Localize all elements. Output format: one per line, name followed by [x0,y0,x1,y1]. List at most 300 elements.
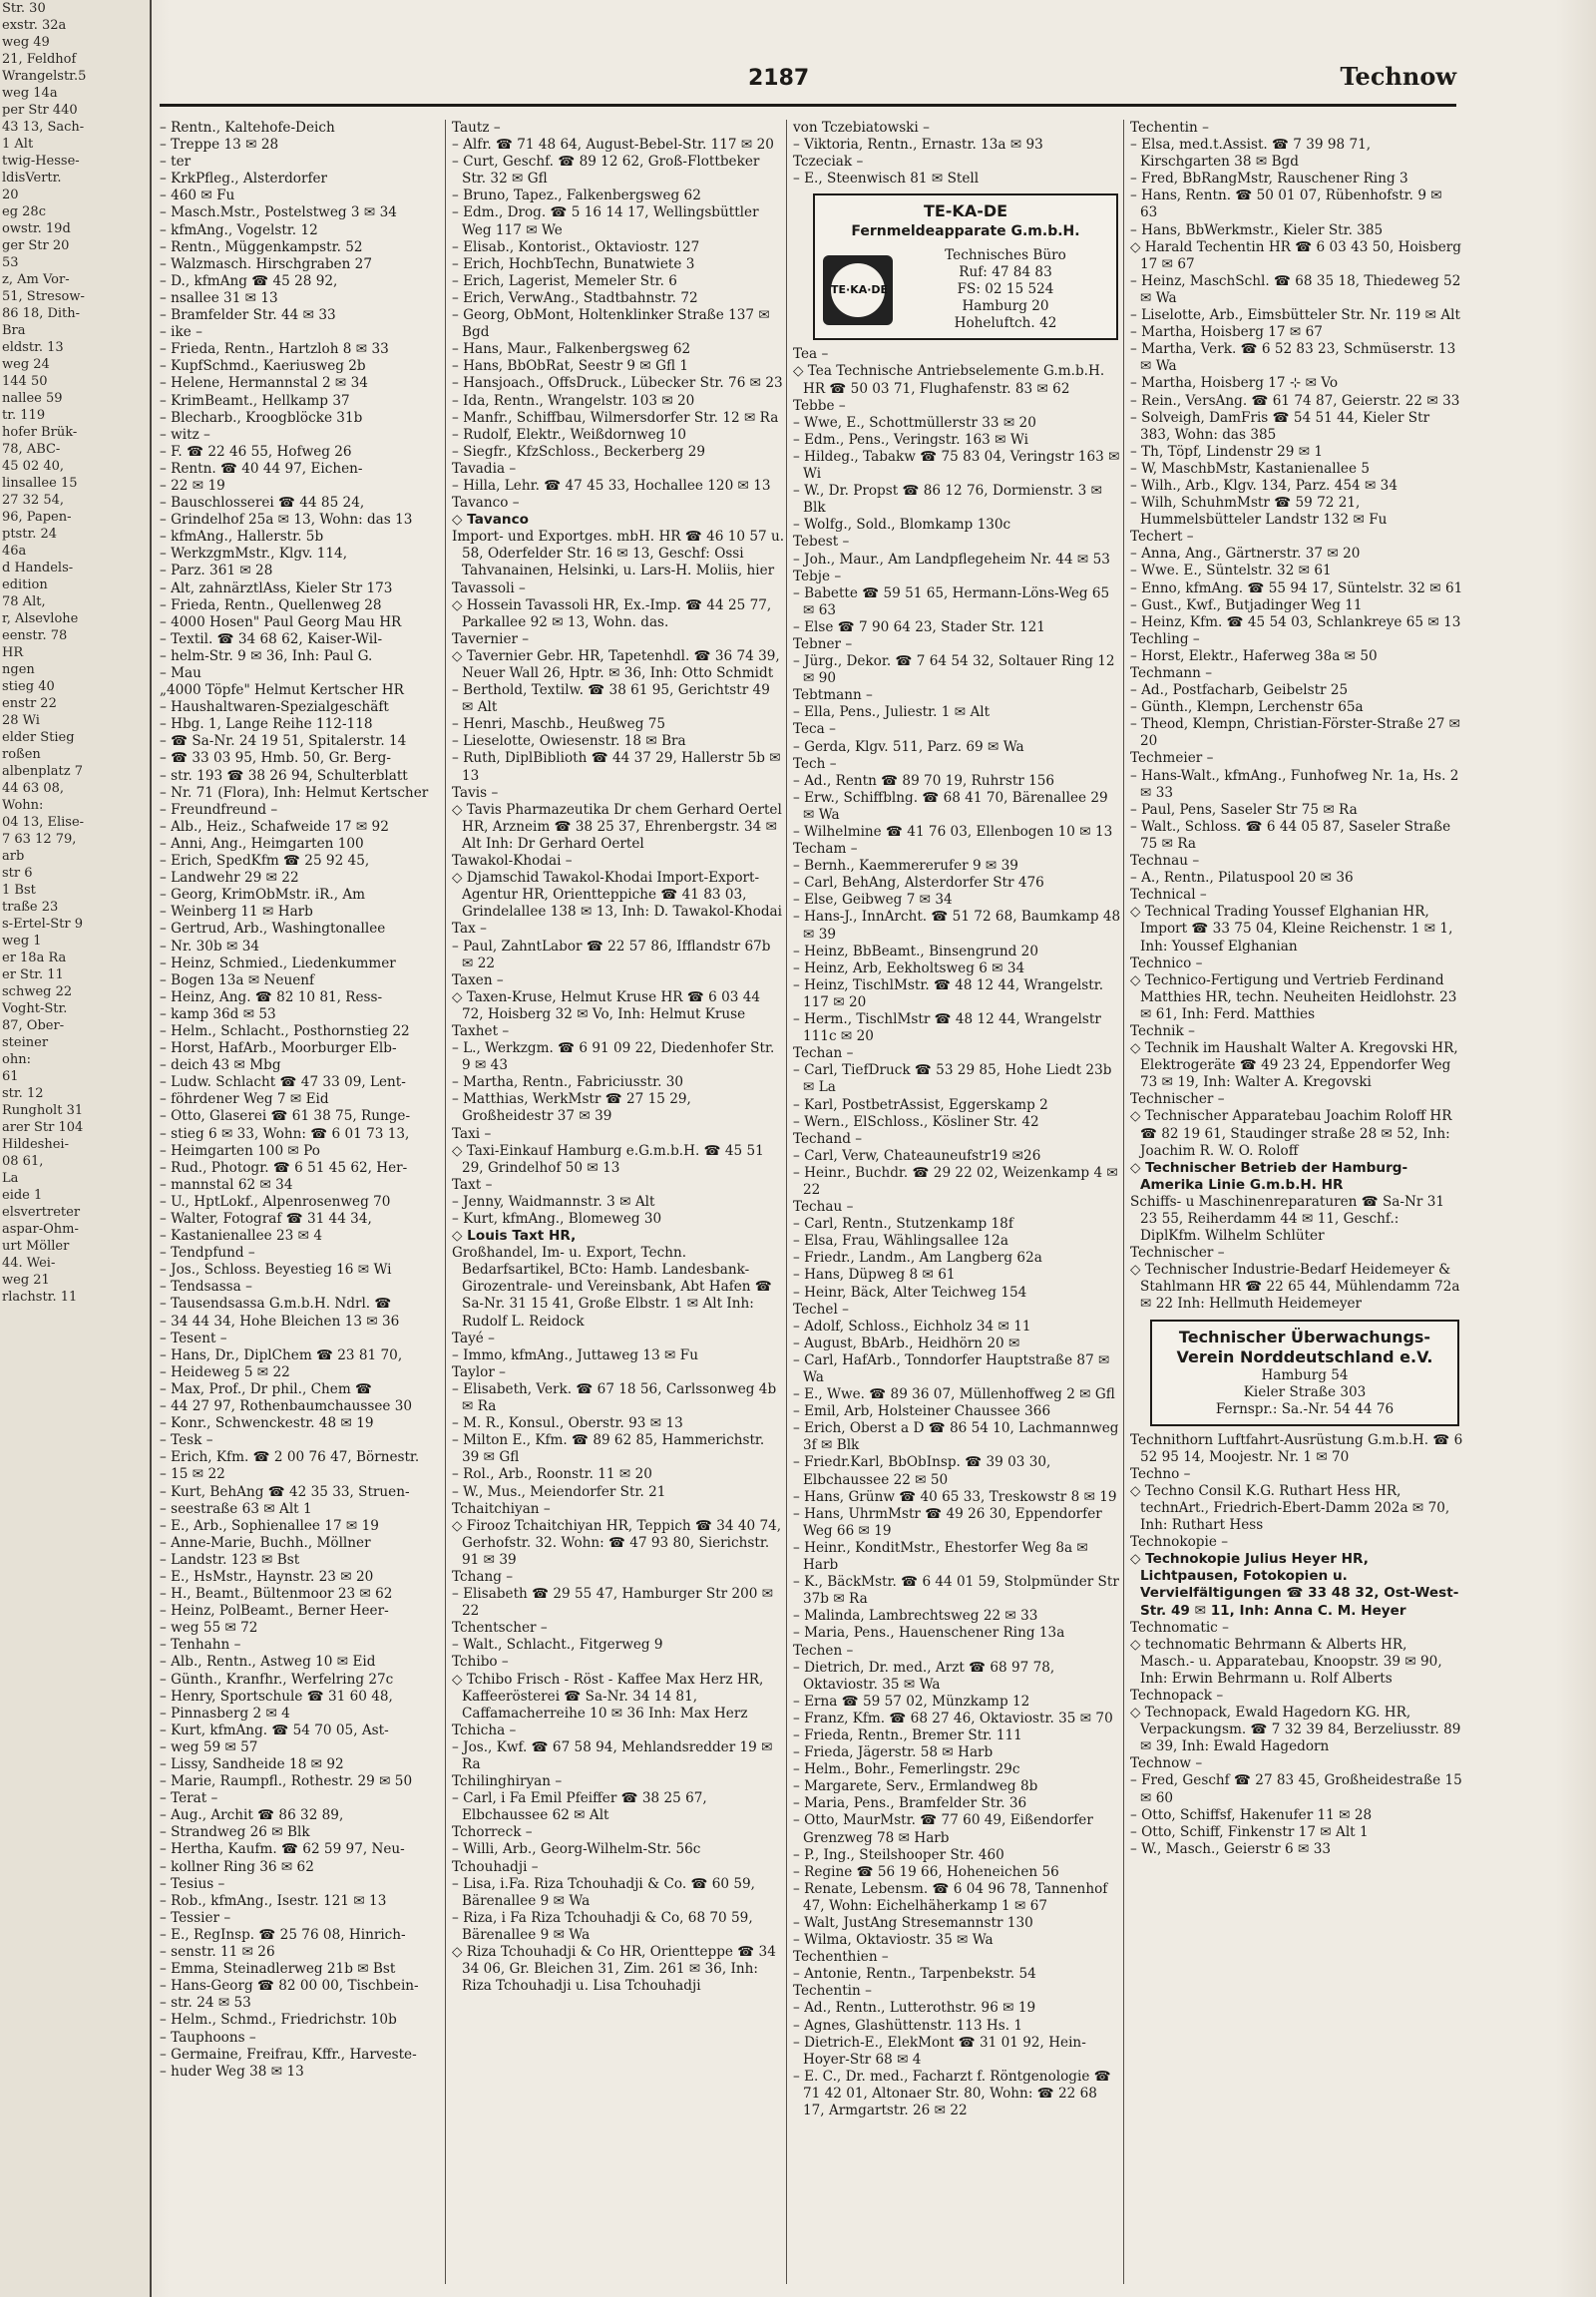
directory-entry: – Anna, Ang., Gärtnerstr. 37 ✉ 20 [1130,546,1361,563]
directory-entry: – Tendpfund – [160,1245,255,1262]
directory-entry: – Bruno, Tapez., Falkenbergsweg 62 [452,188,701,204]
directory-entry: ◇ Tchibo Frisch - Röst - Kaffee Max Herz HR, Kaffeerösterei ☎ Sa-Nr. 34 14 81, Caffamacherreihe 10 ✉ 36 Inh: Max Herz [452,1671,764,1722]
directory-entry: – Gertrud, Arb., Washingtonallee [160,921,386,938]
directory-entry: – Alt, zahnärztlAss, Kieler Str 173 [160,579,393,596]
directory-entry: Tea – [793,346,829,363]
directory-entry: – W, MaschbMstr, Kastanienallee 5 [1130,460,1370,477]
facing-page-line: 45 02 40, [2,459,65,474]
directory-entry: – Bramfelder Str. 44 ✉ 33 [160,307,336,324]
directory-entry: – ☎ Sa-Nr. 24 19 51, Spitalerstr. 14 [160,733,407,750]
facing-page-line: tr. 119 [2,408,46,423]
directory-entry: – Erich, Lagerist, Memeler Str. 6 [452,272,677,289]
directory-entry: – Parz. 361 ✉ 28 [160,563,273,579]
directory-entry: – Heinz, Arb, Eekholtsweg 6 ✉ 34 [793,959,1025,976]
directory-entry: – Else ☎ 7 90 64 23, Stader Str. 121 [793,618,1045,635]
ad-subtitle: Fernmeldeapparate G.m.b.H. [851,223,1080,240]
directory-entry: – Tausendsassa G.m.b.H. Ndrl. ☎ [160,1296,392,1313]
directory-entry: – Hans, Maur., Falkenbergsweg 62 [452,341,691,358]
facing-page-line: elder Stieg [2,730,75,745]
directory-entry: – Hbg. 1, Lange Reihe 112-118 [160,716,373,733]
directory-entry: „4000 Töpfe" Helmut Kertscher HR [160,682,404,699]
directory-entry: – Anni, Ang., Heimgarten 100 [160,835,364,852]
facing-page-line: Str. 30 [2,1,46,16]
directory-entry: Techan – [793,1045,854,1062]
facing-page-line: owstr. 19d [2,221,71,236]
directory-entry: – Liselotte, Arb., Eimsbütteler Str. Nr. 119 ✉ Alt [1130,307,1460,324]
directory-entry: – Bauschlosserei ☎ 44 85 24, [160,495,365,512]
facing-page-line: 28 Wi [2,713,40,728]
ad-line: Ruf: 47 84 83 [959,264,1052,281]
directory-entry: ◇ Tavis Pharmazeutika Dr chem Gerhard Oertel HR, Arzneim ☎ 38 25 37, Ehrenbergstr. 34 ✉ Alt Inh: Dr Gerhard Oertel [452,801,782,852]
directory-entry: Taxhet – [452,1022,510,1039]
facing-page-line: stieg 40 [2,679,55,694]
directory-entry: – E., Steenwisch 81 ✉ Stell [793,171,980,188]
directory-entry: – 460 ✉ Fu [160,188,235,204]
directory-entry: – helm-Str. 9 ✉ 36, Inh: Paul G. [160,647,373,664]
directory-entry: – Karl, PostbetrAssist, Eggerskamp 2 [793,1096,1048,1113]
directory-entry: – Bogen 13a ✉ Neuenf [160,971,315,988]
directory-entry: Technithorn Luftfahrt-Ausrüstung G.m.b.H. ☎ 6 52 95 14, Moojestr. Nr. 1 ✉ 70 [1130,1431,1463,1465]
directory-entry: – kfmAng., Hallerstr. 5b [160,529,324,546]
directory-entry: – Viktoria, Rentn., Ernastr. 13a ✉ 93 [793,137,1043,154]
directory-entry: Tchaitchiyan – [452,1500,551,1517]
facing-page-line: twig-Hesse- [2,154,80,169]
directory-entry: – Günth., Klempn, Lerchenstr 65a [1130,699,1364,716]
directory-entry: – Edm., Pens., Veringstr. 163 ✉ Wi [793,431,1028,448]
directory-entry: – Carl, i Fa Emil Pfeiffer ☎ 38 25 67, Elbchaussee 62 ✉ Alt [452,1790,707,1824]
directory-entry: – Strandweg 26 ✉ Blk [160,1824,310,1841]
directory-entry: – Curt, Geschf. ☎ 89 12 62, Groß-Flottbeker Str. 32 ✉ Gfl [452,154,760,188]
directory-entry: – Walzmasch. Hirschgraben 27 [160,255,372,272]
directory-entry: Technomatic – [1130,1619,1229,1636]
column-2 [445,120,785,2284]
facing-page-line: edition [2,577,48,592]
directory-entry: – KrkPfleg., Alsterdorfer [160,171,328,188]
directory-entry: Technical – [1130,887,1207,904]
directory-entry: – Otto, Schiffsf, Hakenufer 11 ✉ 28 [1130,1806,1373,1823]
directory-entry: ◇ Technischer Industrie-Bedarf Heidemeyer & Stahlmann HR ☎ 22 65 44, Mühlendamm 72a ✉ 22 Inh: Hellmuth Heidemeyer [1130,1262,1460,1313]
directory-entry: – Hildeg., Tabakw ☎ 75 83 04, Veringstr 163 ✉ Wi [793,448,1120,483]
directory-entry: – Carl, Verw, Chateauneufstr19 ✉26 [793,1147,1041,1164]
directory-entry: – Hans, Dr., DiplChem ☎ 23 81 70, [160,1346,403,1363]
facing-page-line: aspar-Ohm- [2,1222,79,1237]
directory-entry: – Walter, Fotograf ☎ 31 44 34, [160,1211,372,1227]
directory-entry: – Wilh., Arb., Klgv. 134, Parz. 454 ✉ 34 [1130,477,1397,494]
ad-title: TE-KA-DE [923,201,1008,221]
directory-entry: – Erich, Oberst a D ☎ 86 54 10, Lachmannweg 3f ✉ Blk [793,1420,1119,1454]
facing-page-line: schweg 22 [2,984,73,999]
facing-page-line: er 18a Ra [2,951,67,965]
directory-entry: – Carl, Rentn., Stutzenkamp 18f [793,1216,1013,1233]
directory-entry: – Th, Töpf, Lindenstr 29 ✉ 1 [1130,443,1324,460]
facing-page-line: str 6 [2,866,33,881]
directory-entry: von Tczebiatowski – [793,120,930,136]
directory-entry: ◇ Harald Techentin HR ☎ 6 03 43 50, Hoisberg 17 ✉ 67 [1130,238,1461,272]
directory-entry: – Heinz, PolBeamt., Berner Heer- [160,1603,389,1620]
directory-entry: Techentin – [793,1983,872,2000]
advertisement-box [813,193,1118,340]
directory-entry: – Emma, Steinadlerweg 21b ✉ Bst [160,1961,396,1978]
directory-entry: – Erich, HochbTechn, Bunatwiete 3 [452,255,695,272]
directory-entry: ◇ technomatic Behrmann & Alberts HR, Masch.- u. Apparatebau, Knoopstr. 39 ✉ 90, Inh: Erwin Behrmann u. Rolf Alberts [1130,1636,1442,1687]
directory-entry: – Anne-Marie, Buchh., Möllner [160,1534,371,1551]
facing-page-line: 43 13, Sach- [2,120,85,135]
directory-entry: – Siegfr., KfzSchloss., Beckerberg 29 [452,443,705,460]
facing-page-line: 1 Alt [2,137,34,152]
directory-entry: ◇ Techno Consil K.G. Ruthart Hess HR, technArt., Friedrich-Ebert-Damm 202a ✉ 70, Inh: Ruthart Hess [1130,1482,1450,1534]
facing-page-line: traße 23 [2,900,59,915]
facing-page-line: per Str 440 [2,103,78,118]
directory-entry: – Kastanienallee 23 ✉ 4 [160,1228,323,1245]
directory-entry: Taxi – [452,1125,492,1142]
facing-page-line: ger Str 20 [2,238,70,253]
directory-entry: Tavassoli – [452,579,526,596]
directory-entry: – huder Weg 38 ✉ 13 [160,2063,304,2080]
facing-page-line: Wohn: [2,798,44,813]
directory-entry: – Walt., Schloss. ☎ 6 44 05 87, Saseler Straße 75 ✉ Ra [1130,818,1451,852]
directory-entry: ◇ Djamschid Tawakol-Khodai Import-Export-Agentur HR, Orientteppiche ☎ 41 83 03, Grindelallee 138 ✉ 13, Inh: D. Tawakol-Khodai [452,870,782,921]
facing-page-line: weg 14a [2,86,58,101]
directory-entry: – Paul, Pens, Saseler Str 75 ✉ Ra [1130,801,1358,818]
directory-entry: – Elisabeth, Verk. ☎ 67 18 56, Carlssonweg 4b ✉ Ra [452,1380,777,1415]
directory-entry: – Tauphoons – [160,2029,256,2046]
directory-entry: – Tesius – [160,1875,225,1892]
directory-entry: – Nr. 30b ✉ 34 [160,938,259,955]
directory-entry: – Martha, Hoisberg 17 ⊹ ✉ Vo [1130,375,1339,392]
directory-entry: – H., Beamt., Bültenmoor 23 ✉ 62 [160,1586,393,1603]
ad-line: FS: 02 15 524 [957,281,1054,298]
facing-page-line: 21, Feldhof [2,52,77,67]
directory-entry: ◇ Louis Taxt HR, [452,1228,577,1245]
facing-page-line: weg 1 [2,934,42,949]
directory-entry: – Heinr., KonditMstr., Ehestorfer Weg 8a ✉ Harb [793,1539,1088,1574]
directory-entry: – 22 ✉ 19 [160,477,225,494]
directory-entry: – Hans-Georg ☎ 82 00 00, Tischbein- [160,1978,419,1995]
directory-entry: – Babette ☎ 59 51 65, Hermann-Löns-Weg 65 ✉ 63 [793,584,1110,618]
directory-entry: ◇ Technopack, Ewald Hagedorn KG. HR, Verpackungsm. ☎ 7 32 39 84, Berzeliusstr. 89 ✉ 39, Inh: Ewald Hagedorn [1130,1705,1461,1755]
directory-entry: – kamp 36d ✉ 53 [160,1005,276,1022]
facing-page-line: Voght-Str. [2,1001,68,1016]
directory-entry: – Germaine, Freifrau, Kffr., Harveste- [160,2046,417,2063]
directory-entry: – Heinz, MaschSchl. ☎ 68 35 18, Thiedeweg 52 ✉ Wa [1130,272,1461,306]
facing-page-line: str. 12 [2,1086,44,1101]
directory-entry: – 44 27 97, Rothenbaumchaussee 30 [160,1398,413,1415]
directory-entry: – Landwehr 29 ✉ 22 [160,870,299,887]
directory-entry: ◇ Taxen-Kruse, Helmut Kruse HR ☎ 6 03 44 72, Hoisberg 32 ✉ Vo, Inh: Helmut Kruse [452,988,760,1022]
facing-page-strip [0,0,152,2297]
directory-entry: – Tenhahn – [160,1637,241,1654]
directory-entry: – August, BbArb., Heidhörn 20 ✉ [793,1335,1020,1351]
directory-entry: – Alb., Heiz., Schafweide 17 ✉ 92 [160,818,389,835]
directory-entry: ◇ Tavanco [452,512,529,529]
directory-entry: Technischer – [1130,1091,1225,1108]
directory-entry: Tautz – [452,120,501,136]
directory-entry: – Helm., Bohr., Femerlingstr. 29c [793,1761,1020,1778]
facing-page-line: nallee 59 [2,391,63,406]
directory-entry: Techau – [793,1199,854,1216]
directory-entry: ◇ Hossein Tavassoli HR, Ex.-Imp. ☎ 44 25 77, Parkallee 92 ✉ 13, Wohn. das. [452,596,772,630]
directory-entry: Teca – [793,721,836,738]
directory-entry: ◇ Technischer Betrieb der Hamburg-Amerika Linie G.m.b.H. HR [1130,1159,1408,1193]
directory-entry: – Emil, Arb, Holsteiner Chaussee 366 [793,1403,1051,1420]
directory-entry: – Solveigh, DamFris ☎ 54 51 44, Kieler Str 383, Wohn: das 385 [1130,409,1430,443]
directory-entry: – Hansjoach., OffsDruck., Lübecker Str. 76 ✉ 23 [452,375,783,392]
directory-entry: – Helm., Schlacht., Posthornstieg 22 [160,1022,410,1039]
directory-entry: – Enno, kfmAng. ☎ 55 94 17, Süntelstr. 32 ✉ 61 [1130,579,1463,596]
directory-entry: – Friedr.Karl, BbObInsp. ☎ 39 03 30, Elbchaussee 22 ✉ 50 [793,1454,1051,1488]
directory-entry: Techel – [793,1301,849,1318]
directory-entry: – Erich, SpedKfm ☎ 25 92 45, [160,853,370,870]
directory-entry: – W., Mus., Meiendorfer Str. 21 [452,1483,666,1500]
directory-entry: – Herm., TischlMstr ☎ 48 12 44, Wrangelstr 111c ✉ 20 [793,1011,1101,1045]
directory-entry: – Regine ☎ 56 19 66, Hoheneichen 56 [793,1863,1059,1880]
directory-entry: – E., Arb., Sophienallee 17 ✉ 19 [160,1517,379,1534]
directory-entry: – Ad., Postfacharb, Geibelstr 25 [1130,682,1349,699]
directory-entry: – Lissy, Sandheide 18 ✉ 92 [160,1756,344,1772]
directory-entry: – Grindelhof 25a ✉ 13, Wohn: das 13 [160,512,413,529]
directory-entry: Tavis – [452,784,499,801]
directory-entry: – D., kfmAng ☎ 45 28 92, [160,272,338,289]
directory-entry: – Weinberg 11 ✉ Harb [160,904,313,921]
directory-entry: – Rentn., Müggenkampstr. 52 [160,238,363,255]
directory-entry: – Hilla, Lehr. ☎ 47 45 33, Hochallee 120 ✉ 13 [452,477,771,494]
facing-page-line: ptstr. 24 [2,527,58,542]
directory-entry: – Ad., Rentn ☎ 89 70 19, Ruhrstr 156 [793,772,1055,789]
directory-entry: – Heideweg 5 ✉ 22 [160,1363,290,1380]
facing-page-line: eldstr. 13 [2,340,64,355]
directory-entry: – Blecharb., Kroogblöcke 31b [160,409,363,426]
facing-page-line: 87, Ober- [2,1018,65,1033]
facing-page-line: Wrangelstr.5 [2,69,87,84]
directory-entry: – Ludw. Schlacht ☎ 47 33 09, Lent- [160,1074,406,1091]
directory-entry: – Rob., kfmAng., Isestr. 121 ✉ 13 [160,1892,387,1909]
directory-entry: – Freundfreund – [160,801,278,818]
directory-entry: – Hans, BbObRat, Seestr 9 ✉ Gfl 1 [452,358,688,375]
directory-entry: – Antonie, Rentn., Tarpenbekstr. 54 [793,1966,1036,1983]
directory-entry: – Malinda, Lambrechtsweg 22 ✉ 33 [793,1608,1038,1625]
directory-entry: – Frieda, Rentn., Hartzloh 8 ✉ 33 [160,341,389,358]
column-3 [786,120,1122,2284]
directory-entry: – Haushaltwaren-Spezialgeschäft [160,699,389,716]
facing-page-line: La [2,1171,19,1186]
facing-page-line: albenplatz 7 [2,764,84,779]
directory-entry: ◇ Technik im Haushalt Walter A. Kregovski HR, Elektrogeräte ☎ 49 23 24, Eppendorfer Weg 73 ✉ 19, Inh: Walter A. Kregovski [1130,1040,1458,1091]
facing-page-line: 46a [2,544,27,559]
directory-entry: – Terat – [160,1790,218,1807]
ad-line: Hamburg 54 [1261,1366,1349,1383]
directory-entry: – 4000 Hosen" Paul Georg Mau HR [160,613,402,630]
facing-page-line: 1 Bst [2,883,36,898]
directory-entry: – Hans, BbWerkmstr., Kieler Str. 385 [1130,221,1384,238]
directory-entry: Tchouhadji – [452,1858,539,1875]
directory-entry: – Heinz, Kfm. ☎ 45 54 03, Schlankreye 65 ✉ 13 [1130,613,1461,630]
facing-page-line: hofer Brük- [2,425,78,440]
directory-entry: – Rol., Arb., Roonstr. 11 ✉ 20 [452,1466,652,1483]
directory-entry: – Fred, BbRangMstr, Rauschener Ring 3 [1130,171,1408,188]
directory-entry: – Rud., Photogr. ☎ 6 51 45 62, Her- [160,1159,408,1176]
directory-entry: – Joh., Maur., Am Landpflegeheim Nr. 44 ✉ 53 [793,551,1110,568]
directory-entry: – Milton E., Kfm. ☎ 89 62 85, Hammerichstr. 39 ✉ Gfl [452,1432,765,1466]
directory-entry: – Theod, Klempn, Christian-Förster-Straße 27 ✉ 20 [1130,716,1461,750]
facing-page-line: HR [2,645,24,660]
directory-entry: – Elsa, Frau, Wählingsallee 12a [793,1233,1008,1250]
directory-entry: Schiffs- u Maschinenreparaturen ☎ Sa-Nr 31 23 55, Reiherdamm 44 ✉ 11, Geschf.: DiplKfm. Wilhelm Schlüter [1130,1193,1444,1245]
facing-page-line: z, Am Vor- [2,272,70,287]
directory-entry: – W., Masch., Geierstr 6 ✉ 33 [1130,1840,1332,1857]
directory-entry: ◇ Technischer Apparatebau Joachim Roloff HR ☎ 82 19 61, Staudinger straße 28 ✉ 52, Inh: Joachim R. W. O. Roloff [1130,1108,1452,1159]
directory-entry: Tawakol-Khodai – [452,853,573,870]
directory-entry: Tebtmann – [793,687,873,704]
directory-entry: Tchang – [452,1568,514,1585]
directory-entry: Taxt – [452,1176,493,1193]
directory-entry: – ter [160,154,192,171]
directory-entry: Technischer – [1130,1245,1225,1262]
directory-entry: – Franz, Kfm. ☎ 68 27 46, Oktaviostr. 35 ✉ 70 [793,1710,1113,1726]
directory-entry: – Martha, Verk. ☎ 6 52 83 23, Schmüserstr. 13 ✉ Wa [1130,341,1456,375]
directory-entry: – Tesent – [160,1330,227,1346]
directory-entry: – A., Rentn., Pilatuspool 20 ✉ 36 [1130,870,1354,887]
directory-entry: – Carl, TiefDruck ☎ 53 29 85, Hohe Liedt 23b ✉ La [793,1062,1112,1096]
facing-page-line: 04 13, Elise- [2,815,85,830]
directory-entry: Techenthien – [793,1949,889,1966]
column-4 [1123,120,1463,2284]
directory-entry: – Wilhelmine ☎ 41 76 03, Ellenbogen 10 ✉ 13 [793,824,1113,840]
directory-entry: ◇ Technico-Fertigung und Vertrieb Ferdinand Matthies HR, techn. Neuheiten Heidlohstr. 23 ✉ 61, Inh: Ferd. Matthies [1130,971,1457,1022]
page-header [160,60,1456,107]
directory-entry: – Rudolf, Elektr., Weißdornweg 10 [452,426,686,443]
directory-entry: Tax – [452,921,487,938]
directory-entry: – Hans, Rentn. ☎ 50 01 07, Rübenhofstr. 9 ✉ 63 [1130,188,1442,221]
directory-entry: – Alfr. ☎ 71 48 64, August-Bebel-Str. 117 ✉ 20 [452,137,774,154]
directory-entry: – Wern., ElSchloss., Kösliner Str. 42 [793,1113,1039,1130]
directory-entry: – Otto, Schiff, Finkenstr 17 ✉ Alt 1 [1130,1823,1369,1840]
directory-entry: ◇ Riza Tchouhadji & Co HR, Orientteppe ☎ 34 34 06, Gr. Bleichen 31, Zim. 261 ✉ 36, Inh: Riza Tchouhadji u. Lisa Tchouhadji [452,1944,776,1995]
directory-entry: Technico – [1130,955,1203,971]
directory-entry: – Matthias, WerkMstr ☎ 27 15 29, Großheidestr 37 ✉ 39 [452,1091,691,1125]
directory-entry: Tebbe – [793,397,846,414]
facing-page-line: weg 24 [2,357,50,372]
directory-entry: Technik – [1130,1022,1195,1039]
directory-entry: – mannstal 62 ✉ 34 [160,1176,293,1193]
directory-entry: Tchibo – [452,1654,509,1671]
directory-entry: – Willi, Arb., Georg-Wilhelm-Str. 56c [452,1841,701,1858]
facing-page-line: 96, Papen- [2,510,72,525]
facing-page-line: eenstr. 78 [2,628,68,643]
facing-page-line: ldisVertr. [2,171,62,186]
directory-entry: ◇ Taxi-Einkauf Hamburg e.G.m.b.H. ☎ 45 51 29, Grindelhof 50 ✉ 13 [452,1142,764,1176]
directory-entry: – Adolf, Schloss., Eichholz 34 ✉ 11 [793,1318,1031,1335]
directory-entry: – ☎ 33 03 95, Hmb. 50, Gr. Berg- [160,750,391,767]
directory-entry: – Gerda, Klgv. 511, Parz. 69 ✉ Wa [793,738,1024,755]
facing-page-line: rlachstr. 11 [2,1290,78,1305]
directory-entry: – Aug., Archit ☎ 86 32 89, [160,1807,344,1824]
directory-entry: – Tessier – [160,1909,231,1926]
directory-entry: – Martha, Hoisberg 17 ✉ 67 [1130,324,1323,341]
directory-entry: – Marie, Raumpfl., Rothestr. 29 ✉ 50 [160,1773,413,1790]
directory-entry: – Wolfg., Sold., Blomkamp 130c [793,517,1011,534]
directory-entry: – 15 ✉ 22 [160,1466,225,1483]
ad-line: Technisches Büro [945,247,1066,264]
facing-page-line: eide 1 [2,1188,43,1203]
directory-entry: Taxen – [452,971,504,988]
directory-entry: – Horst, HafArb., Moorburger Elb- [160,1040,397,1057]
directory-entry: – Otto, Glaserei ☎ 61 38 75, Runge- [160,1108,411,1125]
directory-entry: – Nr. 71 (Flora), Inh: Helmut Kertscher [160,784,429,801]
directory-entry: – Else, Geibweg 7 ✉ 34 [793,892,953,909]
directory-entry: Tchentscher – [452,1620,548,1637]
directory-entry: Techno – [1130,1465,1191,1482]
facing-page-line: weg 49 [2,35,50,50]
directory-entry: – Frieda, Rentn., Bremer Str. 111 [793,1726,1022,1743]
facing-page-line: weg 21 [2,1273,50,1288]
directory-entry: – Erw., Schiffblng. ☎ 68 41 70, Bärenallee 29 ✉ Wa [793,789,1108,823]
directory-entry: – Gust., Kwf., Butjadinger Weg 11 [1130,596,1363,613]
company-logo-icon: TE·KA·DE [823,255,893,325]
directory-entry: – Henri, Maschb., Heußweg 75 [452,716,666,733]
facing-page-line: 44. Wei- [2,1256,56,1271]
facing-page-line: 53 [2,255,19,270]
facing-page-line: arb [2,849,25,864]
directory-entry: – Paul, ZahntLabor ☎ 22 57 86, Ifflandstr 67b ✉ 22 [452,938,771,971]
directory-entry: Tech – [793,755,837,772]
directory-entry: – Heinr, Bäck, Alter Teichweg 154 [793,1284,1027,1301]
directory-entry: – M. R., Konsul., Oberstr. 93 ✉ 13 [452,1415,683,1432]
directory-entry: Tebest – [793,534,850,551]
facing-page-line: ohn: [2,1052,31,1067]
directory-entry: – föhrdener Weg 7 ✉ Eid [160,1091,329,1108]
directory-entry: – Erna ☎ 59 57 02, Münzkamp 12 [793,1693,1030,1710]
facing-page-line: 86 18, Dith- [2,306,81,321]
directory-entry: – KupfSchmd., Kaeriusweg 2b [160,358,366,375]
directory-entry: ◇ Tea Technische Antriebselemente G.m.b.H. HR ☎ 50 03 71, Flughafenstr. 83 ✉ 62 [793,363,1105,397]
directory-entry: – Heinz, BbBeamt., Binsengrund 20 [793,943,1038,959]
ad-line: Kieler Straße 303 [1243,1383,1367,1400]
directory-entry: – Friedr., Landm., Am Langberg 62a [793,1250,1042,1267]
directory-entry: – weg 55 ✉ 72 [160,1620,258,1637]
directory-entry: – W., Dr. Propst ☎ 86 12 76, Dormienstr. 3 ✉ Blk [793,483,1103,517]
directory-entry: Technokopie – [1130,1534,1228,1551]
facing-page-line: linsallee 15 [2,476,78,491]
directory-entry: – Kurt, kfmAng. ☎ 54 70 05, Ast- [160,1722,389,1738]
directory-entry: – Hans, Düpweg 8 ✉ 61 [793,1267,956,1284]
directory-entry: – Wwe, E., Schottmüllerstr 33 ✉ 20 [793,414,1036,431]
directory-entry: Taylor – [452,1363,506,1380]
directory-entry: – Treppe 13 ✉ 28 [160,137,279,154]
directory-entry: – Mau [160,665,201,681]
directory-entry: – Walt., Schlacht., Fitgerweg 9 [452,1637,663,1654]
directory-entry: – K., BäckMstr. ☎ 6 44 01 59, Stolpmünder Str 37b ✉ Ra [793,1574,1119,1608]
directory-entry: Techam – [793,841,858,858]
directory-entry: – Hans, Grünw ☎ 40 65 33, Treskowstr 8 ✉ 19 [793,1488,1117,1505]
directory-entry: – Pinnasberg 2 ✉ 4 [160,1705,290,1722]
directory-entry: – str. 24 ✉ 53 [160,1995,251,2012]
directory-entry: – Erich, VerwAng., Stadtbahnstr. 72 [452,289,698,306]
directory-entry: – Jenny, Waidmannstr. 3 ✉ Alt [452,1193,655,1210]
directory-entry: – nsallee 31 ✉ 13 [160,289,278,306]
directory-entry: – Jürg., Dekor. ☎ 7 64 54 32, Soltauer Ring 12 ✉ 90 [793,653,1115,687]
directory-entry: – Hans, UhrmMstr ☎ 49 26 30, Eppendorfer Weg 66 ✉ 19 [793,1505,1102,1539]
directory-entry: – Hans-J., InnArcht. ☎ 51 72 68, Baumkamp 48 ✉ 39 [793,909,1121,943]
directory-entry: – witz – [160,426,210,443]
directory-entry: – Elisab., Kontorist., Oktaviostr. 127 [452,238,700,255]
facing-page-line: ngen [2,662,35,677]
facing-page-line: 20 [2,188,19,202]
directory-entry: Tebje – [793,568,842,584]
directory-entry: – Alb., Rentn., Astweg 10 ✉ Eid [160,1654,376,1671]
directory-entry: – Carl, HafArb., Tonndorfer Hauptstraße 87 ✉ Wa [793,1351,1110,1385]
directory-entry: Techentin – [1130,120,1209,136]
directory-entry: – Landstr. 123 ✉ Bst [160,1551,300,1568]
